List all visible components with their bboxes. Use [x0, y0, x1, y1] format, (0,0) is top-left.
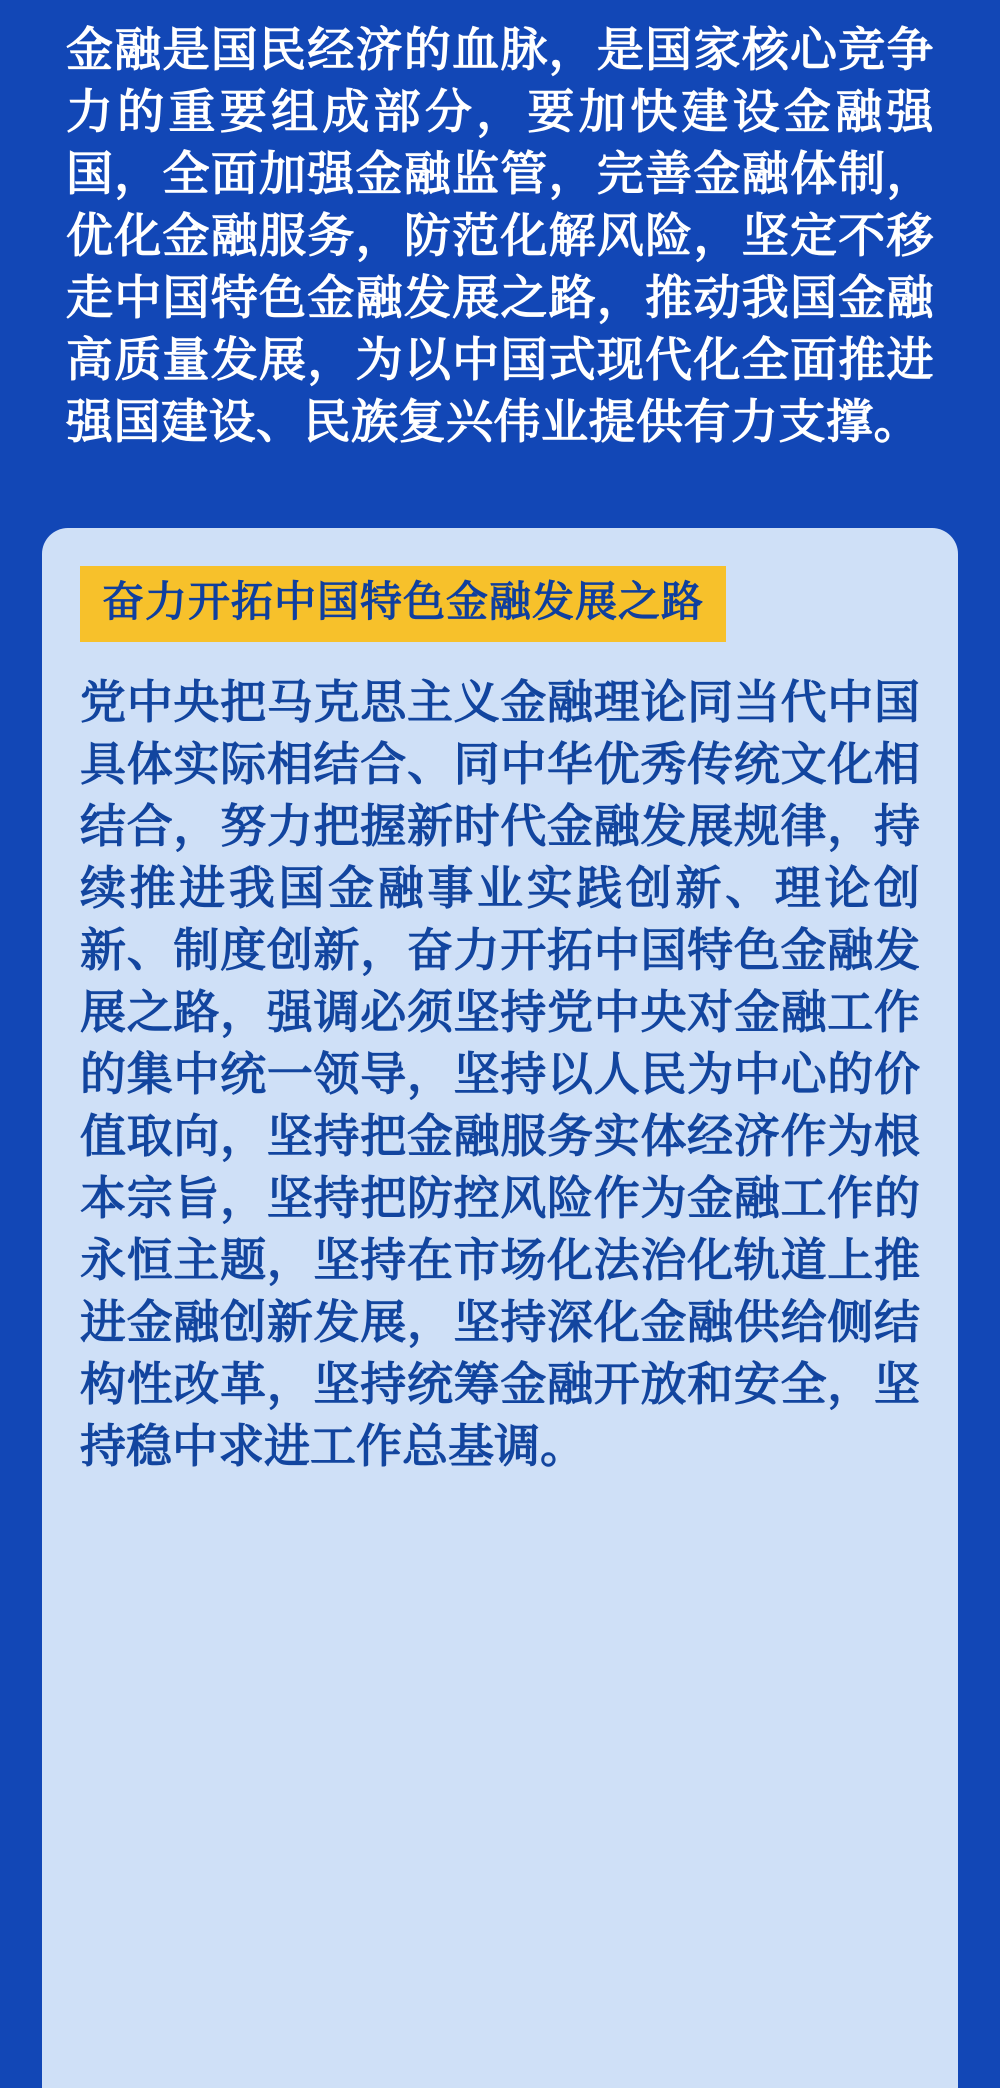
lead-paragraph: 金融是国民经济的血脉，是国家核心竞争力的重要组成部分，要加快建设金融强国，全面加强金融监管，完善金融体制，优化金融服务，防范化解风险，坚定不移走中国特色金融发展之路，推动我国金融高质量发展，为以中国式现代化全面推进强国建设、民族复兴伟业提供有力支撑。 [66, 25, 934, 449]
card-body-paragraph: 党中央把马克思主义金融理论同当代中国具体实际相结合、同中华优秀传统文化相结合，努力把握新时代金融发展规律，持续推进我国金融事业实践创新、理论创新、制度创新，奋力开拓中国特色金融发展之路，强调必须坚持党中央对金融工作的集中统一领导，坚持以人民为中心的价值取向，坚持把金融服务实体经济作为根本宗旨，坚持把防控风险作为金融工作的永恒主题，坚持在市场化法治化轨道上推进金融创新发展，坚持深化金融供给侧结构性改革，坚持统筹金融开放和安全，坚持稳中求进工作总基调。 [80, 677, 920, 1472]
right-margin-band [992, 0, 1000, 2088]
card-title-banner: 奋力开拓中国特色金融发展之路 [80, 566, 726, 642]
card-title-row [80, 566, 920, 642]
content-card [42, 528, 958, 2088]
